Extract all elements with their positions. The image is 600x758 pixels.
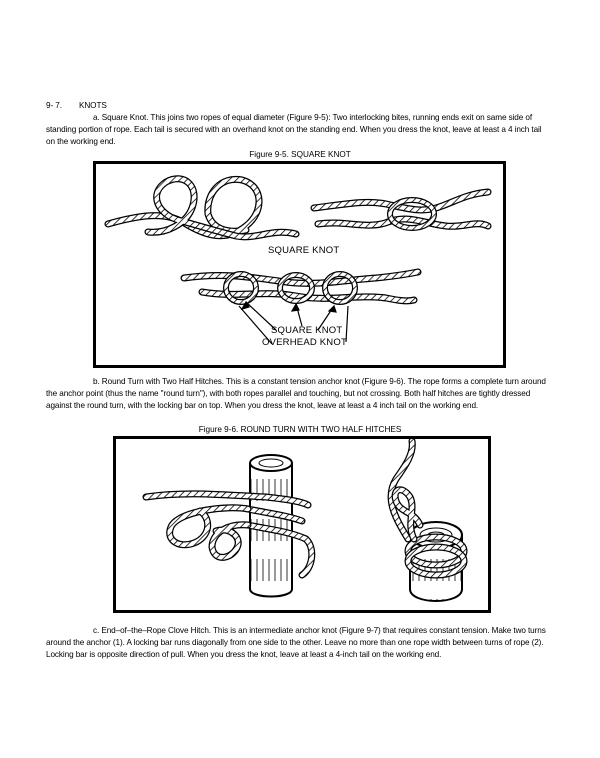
overhead-knot-callout-label: OVERHEAD KNOT (262, 337, 347, 348)
square-knot-callout-label: SQUARE KNOT (271, 325, 343, 336)
round-turn-illustration (116, 439, 488, 610)
loose-square-knot (108, 179, 296, 237)
paragraph-square-knot: a. Square Knot. This joins two ropes of equal diameter (Figure 9-5): Two interlocking bites, running ends exit on same side of standing portion of rope. Each tail is secured with an overhand knot on the standing end. When you dress the knot, leave at least a 4 inch tail on the working end. (46, 113, 542, 146)
paragraph-round-turn: b. Round Turn with Two Half Hitches. This is a constant tension anchor knot (Figure 9-6). The rope forms a complete turn around the anchor point (thus the name "round turn"), with both ropes parallel and touching, but not crossing. Both half hitches are tightly dressed against the round turn, with the locking bar on top. When you dress the knot, leave at least a 4 inch tail on the working end. (46, 377, 546, 410)
dressed-square-knot (314, 192, 488, 228)
paragraph-clove-hitch: c. End–of–the–Rope Clove Hitch. This is an intermediate anchor knot (Figure 9-7) that requires constant tension. Make two turns around the anchor (1). A locking bar runs diagonally from one side to the other. Leave no more than one rope width between turns of rope (2). Locking bar is opposite direction of pull. When you dress the knot, leave at least a 4-inch tail on the working end. (46, 626, 546, 659)
square-knot-label: SQUARE KNOT (268, 245, 340, 256)
figure-9-6-caption: Figure 9-6. ROUND TURN WITH TWO HALF HITCHES (198, 425, 402, 434)
section-number: 9- 7. (46, 101, 62, 110)
figure-9-6-round-turn (113, 436, 491, 613)
section-title: KNOTS (79, 101, 107, 110)
square-knot-with-overhand-knots (184, 272, 418, 302)
figure-9-5-square-knot (93, 161, 506, 368)
figure-9-5-caption: Figure 9-5. SQUARE KNOT (249, 150, 351, 159)
